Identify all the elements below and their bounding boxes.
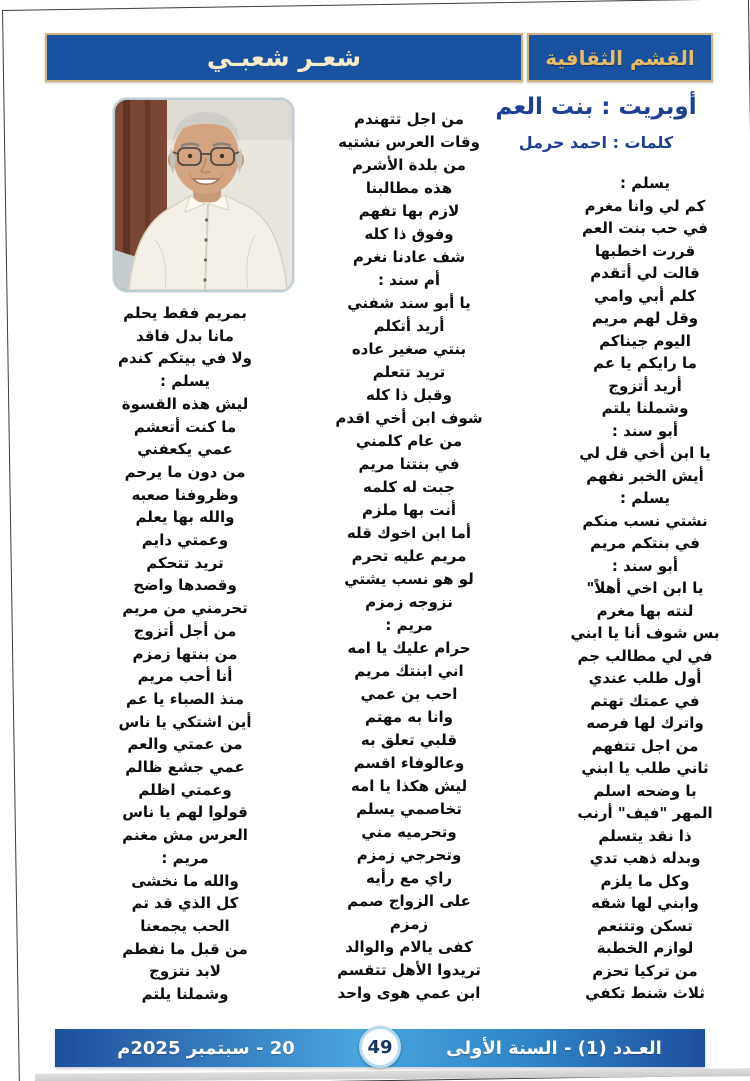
poem-line: ثلاث شنط تكفي [585, 984, 705, 1002]
poem-line: أول طلب عندي [588, 669, 702, 687]
poem-line: اني ابنتك مريم [354, 662, 464, 680]
poem-line: من أجل أتزوج [133, 621, 237, 640]
poem-line: وقات العرس نشتيه [338, 133, 480, 151]
poem-line: أريد أتكلم [373, 317, 445, 335]
poem-line: مريم عليه تحرم [351, 547, 467, 565]
poem-line: أين اشتكي يا ناس [118, 712, 252, 731]
poem-line: وابني لها شقه [591, 894, 699, 912]
poem-line: شف عادنا نغرم [352, 248, 466, 266]
poem-line: مريم : [385, 616, 433, 634]
poem-line: بمريم فقط يحلم [123, 304, 247, 322]
poem-line: الحب يجمعنا [140, 916, 230, 935]
poem-line: والله ما نخشى [131, 871, 239, 890]
poem-line: حرام عليك يا امه [347, 639, 471, 657]
poem-line: لازم بها تفهم [358, 202, 460, 220]
poem-line: وقبل ذا كله [366, 386, 452, 404]
poem-line: مريم : [161, 848, 209, 867]
poem-line: وفوق ذا كله [364, 225, 454, 243]
poem-line: وتحرميه مني [361, 823, 457, 841]
poem-line: أيش الخبر نفهم [586, 466, 704, 485]
poem-line: قلبي تعلق به [360, 731, 458, 749]
poem-line: من تركيا تحزم [592, 961, 698, 980]
poem-line: كفى يالام والوالد [345, 938, 473, 956]
poem-line: في حب بنت العم [582, 219, 708, 237]
poem-line: في لي مطالب جم [577, 646, 713, 665]
poem-line: ثاني طلب يا ابني [581, 759, 709, 777]
poem-line: أبو سند : [611, 556, 679, 575]
poem-line: هذه مطالبنا [365, 179, 453, 197]
footer-bar [55, 1029, 705, 1067]
poem-line: في عمتك تهتم [590, 691, 700, 710]
poem-line: با وضحه اسلم [593, 781, 697, 800]
poem-line: راي مع رأيه [365, 869, 452, 887]
poem-line: قررت اخطبها [594, 241, 696, 260]
poem-line: تريدوا الأهل تتقسم [337, 961, 481, 979]
poet-portrait-photo [113, 98, 294, 292]
poem-line: وعالوفاء اقسم [353, 754, 465, 772]
poem-line: في بنتكم مريم [590, 534, 700, 552]
poem-column-left [95, 302, 275, 1006]
poem-line: من قبل ما نفطم [122, 939, 248, 958]
page-number-badge: 49 [359, 1026, 401, 1068]
poem-line: في بنتنا مريم [358, 455, 460, 473]
poem-line: عمي جشع ظالم [125, 758, 245, 777]
footer-issue-label: العـدد (1) - السنة الأولى [446, 1037, 662, 1059]
poem-line: واترك لها فرصه [586, 714, 704, 732]
poem-line: وكل ما يلزم [600, 871, 690, 890]
poem-line: قولوا لهم يا ناس [122, 803, 248, 822]
poem-line: يا ابن أخي قل لي [579, 444, 711, 462]
poem-line: لوازم الخطبة [596, 939, 694, 957]
poem-line: والله بها يعلم [135, 508, 235, 527]
poem-line: تحرمني من مريم [122, 599, 248, 618]
poem-line: وعمتي اظلم [138, 780, 232, 799]
poem-line: أبو سند : [611, 421, 679, 440]
article-title: أوبريت : بنت العم [495, 94, 697, 120]
poem-line: أم سند : [377, 271, 441, 289]
poem-line: وشملنا يلتم [141, 985, 229, 1004]
poem-column-right [560, 172, 730, 1005]
poem-line: يسلم : [619, 174, 670, 192]
poem-line: كلم أبي وامي [594, 286, 696, 305]
poem-line: وظروفنا صعبه [131, 485, 239, 504]
poem-line: لو هو نسب يشتي [344, 570, 474, 588]
poem-line: العرس مش مغنم [122, 826, 248, 845]
poet-portrait-illustration [115, 100, 292, 290]
section-banner [527, 33, 713, 82]
page-bottom-shadow [35, 1068, 750, 1081]
poem-line: بنتي صغير عاده [351, 340, 467, 358]
poem-line: قالت لي أتقدم [590, 264, 700, 282]
poem-line: أريد أتزوج [608, 376, 682, 395]
poem-line: نزوجه زمزم [365, 593, 453, 611]
poem-line: على الزواج صمم [347, 892, 471, 910]
poem-line: ليش هكذا يا امه [350, 777, 468, 795]
poem-line: احب بن عمي [360, 685, 458, 703]
poem-line: بس شوف أنا يا ابني [570, 624, 720, 642]
poem-line: عمي يكعفني [137, 440, 233, 459]
poem-line: يسلم : [619, 489, 670, 507]
poem-line: يا أبو سند شفني [347, 294, 471, 312]
category-banner-label: شعـر شعبـي [206, 43, 362, 72]
poem-line: نشتي نسب منكم [582, 511, 708, 530]
poem-line: أنا أحب مريم [137, 667, 233, 686]
section-banner-label: القشم الثقافية [545, 45, 695, 70]
poem-line: شوف ابن أخي اقدم [335, 409, 483, 427]
poem-line: منذ الصباء يا عم [126, 689, 244, 708]
poem-column-middle [323, 108, 495, 1005]
poem-line: مانا بدل فاقد [136, 326, 234, 345]
poem-line: ما كنت أتعشم [133, 417, 237, 436]
poem-line: من بنتها زمزم [132, 644, 238, 663]
poem-line: ابن عمي هوى واحد [337, 984, 481, 1002]
poem-line: ولا في بيتكم كندم [117, 349, 253, 368]
poem-line: زمزم [389, 915, 429, 933]
poem-line: وبدله ذهب تدي [589, 849, 701, 867]
category-banner [45, 33, 523, 82]
poem-line: وقصدها واضح [133, 576, 237, 595]
poem-line: تخاصمي يسلم [356, 800, 462, 818]
poem-line: اليوم جيناكم [599, 331, 691, 350]
poem-line: من اجل تتفهم [591, 736, 699, 755]
poem-line: تسكن وتتنعم [597, 916, 693, 935]
poem-line: وانا به مهتم [365, 708, 453, 726]
article-byline: كلمات : احمد حرمل [518, 133, 674, 152]
poem-line: كم لي وانا مغرم [584, 196, 706, 215]
poem-line: أنت بها ملزم [362, 501, 456, 519]
poem-line: أما ابن اخوك قله [346, 524, 472, 542]
poem-line: وعمتي دايم [141, 531, 229, 550]
poem-line: ذا نقد يتسلم [598, 826, 692, 845]
poem-line: من بلدة الأشرم [352, 156, 466, 174]
article-heading [477, 94, 715, 152]
poem-line: جبت له كلمه [363, 478, 455, 496]
footer-date-label: 20 - سبتمبر 2025م [117, 1037, 295, 1059]
poem-line: لنته بها مغرم [596, 601, 694, 620]
poem-line: من عام كلمني [355, 432, 463, 450]
poem-line: من عمتي والعم [127, 735, 243, 754]
poem-line: يسلم : [159, 372, 210, 391]
poem-line: وشملنا يلتم [601, 399, 689, 417]
poem-line: المهر "فيف" أرنب [577, 804, 713, 822]
poem-line: لابد نتزوج [149, 962, 221, 981]
poem-line: وقل لهم مريم [591, 309, 699, 327]
poem-line: تريد تتعلم [372, 363, 446, 381]
poem-line: من دون ما يرحم [124, 462, 246, 481]
poem-line: يا ابن اخي أهلاً" [586, 579, 704, 597]
poem-line: تريد تتحكم [146, 553, 224, 572]
poem-line: من اجل تتهندم [353, 110, 464, 128]
poem-line: وتحرجي زمزم [356, 846, 462, 864]
poem-line: كل الذي قد تم [131, 894, 239, 913]
poem-line: ليش هذه القسوة [121, 394, 249, 413]
poem-line: ما رايكم يا عم [593, 354, 697, 372]
